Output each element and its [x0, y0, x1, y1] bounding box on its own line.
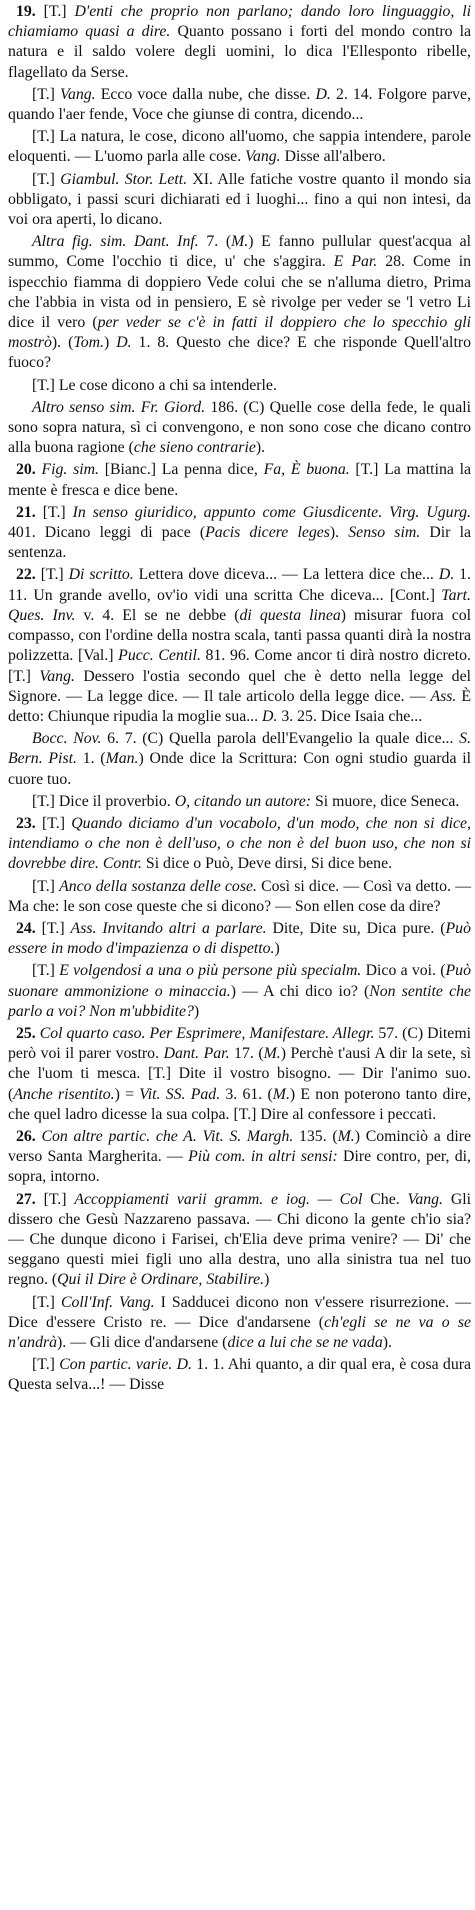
italic-text: In senso giuridico, appunto come Giusdicente. Virg. Ugurg.: [72, 503, 471, 521]
italic-text: M.: [231, 233, 249, 251]
italic-text: Non sentite che parlo a voi? Non m'ubbidite?: [8, 982, 471, 1020]
italic-text: Vang.: [407, 1190, 444, 1208]
italic-text: D.: [315, 85, 331, 103]
body-text: 3. 25. Dice Isaia che...: [277, 707, 423, 725]
italic-text: E Par.: [333, 253, 378, 271]
body-text: ). — Gli dice d'andarsene (: [57, 1334, 228, 1351]
italic-text: Vang.: [245, 148, 281, 166]
italic-text: Anche risentito.: [13, 1085, 115, 1103]
italic-text: Pacis dicere leges: [205, 524, 330, 542]
body-text: [T.]: [40, 566, 69, 584]
body-text: [T.]: [32, 1356, 60, 1374]
body-text: Quanto possano i forti del mondo contro la natura e il saldo volere degli uomini, lo dica l'Ellesponto ribelle, flagellato da Serse.: [8, 23, 471, 81]
italic-text: Fa, È buona.: [263, 461, 350, 479]
numbered-entry-paragraph: [8, 460, 471, 500]
body-text: [T.]: [43, 3, 75, 20]
sub-entry-paragraph: [8, 877, 471, 917]
body-text: 135. (: [293, 1127, 338, 1145]
body-text: v. 4. El se ne debbe (: [75, 606, 240, 624]
body-text: Dico a voi. (: [361, 962, 446, 980]
italic-text: Più com. in altri sensi:: [188, 1148, 338, 1166]
entry-number: 24.: [16, 919, 42, 937]
italic-text: Tart. Ques. Inv.: [8, 586, 471, 624]
body-text: [T.]: [41, 919, 71, 937]
body-text: [T.] Le cose dicono a chi sa intenderle.: [32, 376, 277, 394]
body-text: ) Perchè t'ausi A dir la sete, sì che l'uom ti mesca. [T.] Dite il vostro bisogno. — Dir l'animo suo. (: [8, 1045, 471, 1103]
sub-entry-paragraph: [8, 376, 471, 396]
italic-text: Fig. sim.: [41, 461, 99, 479]
italic-text: Altro senso sim. Fr. Giord.: [32, 398, 206, 416]
body-text: 1. 11. Un grande avello, ov'io vidi una scritta Che diceva... [Cont.]: [8, 566, 471, 604]
sub-entry-paragraph: [8, 792, 471, 812]
numbered-entry-paragraph: [8, 1190, 471, 1291]
entry-number: 22.: [16, 566, 41, 584]
body-text: I Sadducei dicono non v'essere risurrezione. — Dice d'essere Cristo re. — Dice d'andarsene (: [8, 1293, 471, 1331]
italic-text: S. Bern. Pist.: [8, 730, 471, 768]
body-text: Si muore, dice Seneca.: [311, 792, 460, 810]
numbered-entry-paragraph: [8, 2, 471, 83]
italic-text: Pucc. Centil.: [118, 647, 201, 665]
body-text: 3. 61. (: [220, 1085, 273, 1103]
italic-text: Anco della sostanza delle cose.: [59, 877, 257, 895]
body-text: ): [103, 334, 117, 352]
italic-text: Ass.: [430, 687, 457, 705]
sub-entry-paragraph: [8, 127, 471, 167]
body-text: 6. 7. (C) Quella parola dell'Evangelio la quale dice...: [101, 730, 460, 748]
body-text: [T.] La mattina la mente è fresca e dice bene.: [8, 461, 471, 499]
italic-text: D.: [438, 566, 455, 584]
body-text: ).: [255, 439, 266, 457]
italic-text: Quando diciamo d'un vocabolo, d'un modo, che non si dice, intendiamo o che non è dell'uso, o che non è del buon uso, che non si dovrebbe dire. Contr.: [8, 814, 471, 873]
body-text: [T.]: [32, 170, 61, 188]
body-text: ) E fanno pullular quest'acqua al summo, Come l'occhio ti dice, u' che s'aggira.: [8, 233, 471, 271]
sub-entry-paragraph: [8, 961, 471, 1022]
body-text: [T.]: [32, 1293, 61, 1311]
entry-number: 25.: [16, 1024, 40, 1042]
italic-text: Bocc. Nov.: [32, 730, 102, 748]
body-text: [T.]: [42, 814, 72, 832]
body-text: [T.]: [32, 85, 61, 103]
body-text: Che.: [362, 1190, 408, 1208]
body-text: Gli dissero che Gesù Nazzareno passava. — Chi dicono la gente ch'io sia? — Che dunque dicono i Farisei, ch'Elia deve prima venire? — Di' che seggano questi miei figli uno alla destra, uno alla sinistra tua nel tuo regno. (: [8, 1190, 472, 1289]
italic-text: di questa linea: [239, 606, 341, 624]
sub-entry-paragraph: [8, 85, 471, 125]
italic-text: Dant. Par.: [163, 1045, 230, 1063]
body-text: XI. Alle fatiche vostre quanto il mondo sia obbligato, i passi scuri dichiarati ed i luoghi... fino a qui non intesi, da voi ora aperti, lo dicano.: [8, 170, 471, 229]
italic-text: E volgendosi a una o più persone più specialm.: [59, 962, 362, 980]
body-text: 1. 1. Ahi quanto, a dir qual era, è cosa dura Questa selva...! — Disse: [8, 1356, 471, 1394]
italic-text: Senso sim.: [348, 524, 421, 542]
italic-text: Di scritto.: [68, 566, 134, 584]
body-text: Si dice o Può, Deve dirsi, Si dice bene.: [141, 855, 393, 873]
body-text: ) =: [114, 1085, 140, 1103]
body-text: Disse all'albero.: [280, 148, 386, 166]
italic-text: dice a lui che se ne vada: [227, 1334, 383, 1351]
body-text: ) E non poterono tanto dire, che quel ladro dicesse la sua colpa. [T.] Dire al confessore i peccati.: [8, 1085, 472, 1123]
italic-text: M.: [272, 1085, 290, 1103]
body-text: [Bianc.] La penna dice,: [99, 461, 264, 479]
body-text: 7. (: [198, 233, 232, 251]
italic-text: ch'egli se ne va o se n'andrà: [8, 1313, 471, 1351]
sub-entry-paragraph: [8, 398, 471, 459]
italic-text: M.: [337, 1127, 355, 1145]
body-text: Dir la sentenza.: [8, 524, 471, 562]
body-text: Così si dice. — Così va detto. — Ma che: le son cose queste che si dicono? — Son ellen cose da dire?: [8, 877, 471, 915]
italic-text: D.: [116, 334, 132, 352]
italic-text: D.: [262, 707, 278, 725]
body-text: Dessero l'ostia secondo quel che è detto nella legge del Signore. — La legge dice. — Il tale articolo della legge dice. —: [8, 667, 471, 705]
body-text: ) — A chi dico io? (: [230, 982, 370, 1000]
body-text: Ecco voce dalla nube, che disse.: [95, 85, 316, 103]
body-text: ) Cominciò a dire verso Santa Margherita. —: [8, 1127, 471, 1166]
body-text: Lettera dove diceva... — La lettera dice che...: [133, 566, 439, 584]
sub-entry-paragraph: [8, 170, 471, 231]
body-text: È detto: Chiunque ripudia la moglie sua...: [8, 687, 471, 725]
italic-text: Con altre partic. che A. Vit. S. Margh.: [41, 1127, 294, 1145]
body-text: ).: [382, 1334, 392, 1351]
body-text: 1. 8. Questo che dice? E che risponde Quell'altro fuoco?: [8, 334, 471, 372]
entry-number: 21.: [16, 503, 43, 521]
entry-number: 20.: [16, 461, 42, 479]
numbered-entry-paragraph: [8, 1127, 471, 1188]
body-text: ): [274, 940, 280, 958]
body-text: [T.]: [42, 503, 73, 521]
italic-text: Ass. Invitando altri a parlare.: [70, 919, 267, 937]
body-text: ): [193, 1002, 200, 1020]
italic-text: Vit. SS. Pad.: [139, 1085, 221, 1103]
entry-number: 19.: [16, 3, 44, 20]
italic-text: per veder se c'è in fatti il doppiero che lo specchio gli mostrò: [8, 314, 472, 352]
italic-text: Tom.: [73, 334, 104, 352]
italic-text: Accoppiamenti varii gramm. e iog. — Col: [74, 1190, 363, 1208]
italic-text: che sieno contrarie: [133, 439, 256, 457]
body-text: 401. Dicano leggi di pace (: [8, 524, 206, 542]
body-text: ).: [329, 524, 349, 542]
body-text: Dite, Dite su, Dica pure. (: [266, 919, 446, 937]
italic-text: Qui il Dire è Ordinare, Stabilire.: [57, 1271, 265, 1289]
sub-entry-paragraph: [8, 232, 471, 373]
italic-text: Man.: [105, 750, 139, 768]
italic-text: Con partic. varie. D.: [59, 1356, 192, 1374]
italic-text: M.: [263, 1045, 281, 1063]
italic-text: O, citando un autore:: [174, 792, 312, 810]
italic-text: Col quarto caso. Per Esprimere, Manifestare. Allegr.: [39, 1024, 375, 1042]
numbered-entry-paragraph: [8, 919, 471, 959]
body-text: 186. (C) Quelle cose della fede, le quali sono sopra natura, sì ci convengono, e non sono cose che dicano contro alla buona ragione (: [8, 398, 471, 457]
body-text: [T.] Dice il proverbio.: [32, 792, 175, 810]
italic-text: Può suonare ammonizione o minaccia.: [8, 962, 471, 1000]
numbered-entry-paragraph: [8, 814, 471, 875]
body-text: 2. 14. Folgore parve, quando l'aer fende, Voce che giunse di contra, dicendo...: [8, 85, 471, 124]
italic-text: Può essere in modo d'impazienza o di dispetto.: [8, 919, 471, 958]
italic-text: Vang.: [39, 667, 75, 685]
entry-number: 27.: [16, 1190, 44, 1208]
body-text: 81. 96. Come ancor ti dirà nostro dicreto. [T.]: [8, 647, 471, 685]
body-text: ) Onde dice la Scrittura: Con ogni studio guarda il cuore tuo.: [8, 750, 471, 788]
body-text: 1. (: [76, 750, 106, 768]
italic-text: Altra fig. sim. Dant. Inf.: [32, 233, 199, 251]
numbered-entry-paragraph: [8, 565, 471, 727]
italic-text: D'enti che proprio non parlano; dando loro linguaggio, li chiamiamo quasi a dire.: [8, 3, 471, 41]
body-text: [T.] La natura, le cose, dicono all'uomo, che sappia intendere, parole eloquenti. — L'uomo parla alle cose.: [8, 128, 471, 166]
body-text: ). (: [51, 334, 74, 352]
italic-text: Vang.: [60, 85, 96, 103]
italic-text: Giambul. Stor. Lett.: [60, 170, 188, 188]
entry-number: 23.: [16, 814, 43, 832]
body-text: 17. (: [229, 1045, 264, 1063]
sub-entry-paragraph: [8, 1355, 471, 1395]
body-text: 28. Come in ispecchio fiamma di doppiero Vede colui che se n'alluma dietro, Prima che l'abbia in vista od in pensiero, E sè rivolge per veder se 'l vetro Li dice il vero (: [8, 253, 471, 332]
numbered-entry-paragraph: [8, 503, 471, 564]
entry-number: 26.: [16, 1127, 42, 1145]
body-text: [T.]: [32, 877, 60, 895]
body-text: [T.]: [32, 962, 60, 980]
body-text: ) misurar fuora col compasso, con l'ordine della nostra scala, tanti passa quanti dirà la nostra polizzetta. [Val.]: [8, 606, 472, 665]
numbered-entry-paragraph: [8, 1024, 471, 1125]
italic-text: Coll'Inf. Vang.: [60, 1293, 155, 1311]
body-text: [T.]: [43, 1190, 75, 1208]
body-text: Dire contro, per, di, sopra, intorno.: [8, 1148, 471, 1186]
sub-entry-paragraph: [8, 1293, 471, 1354]
body-text: 57. (C) Ditemi però voi il parer vostro.: [8, 1024, 471, 1063]
sub-entry-paragraph: [8, 729, 471, 790]
body-text: ): [264, 1271, 270, 1289]
